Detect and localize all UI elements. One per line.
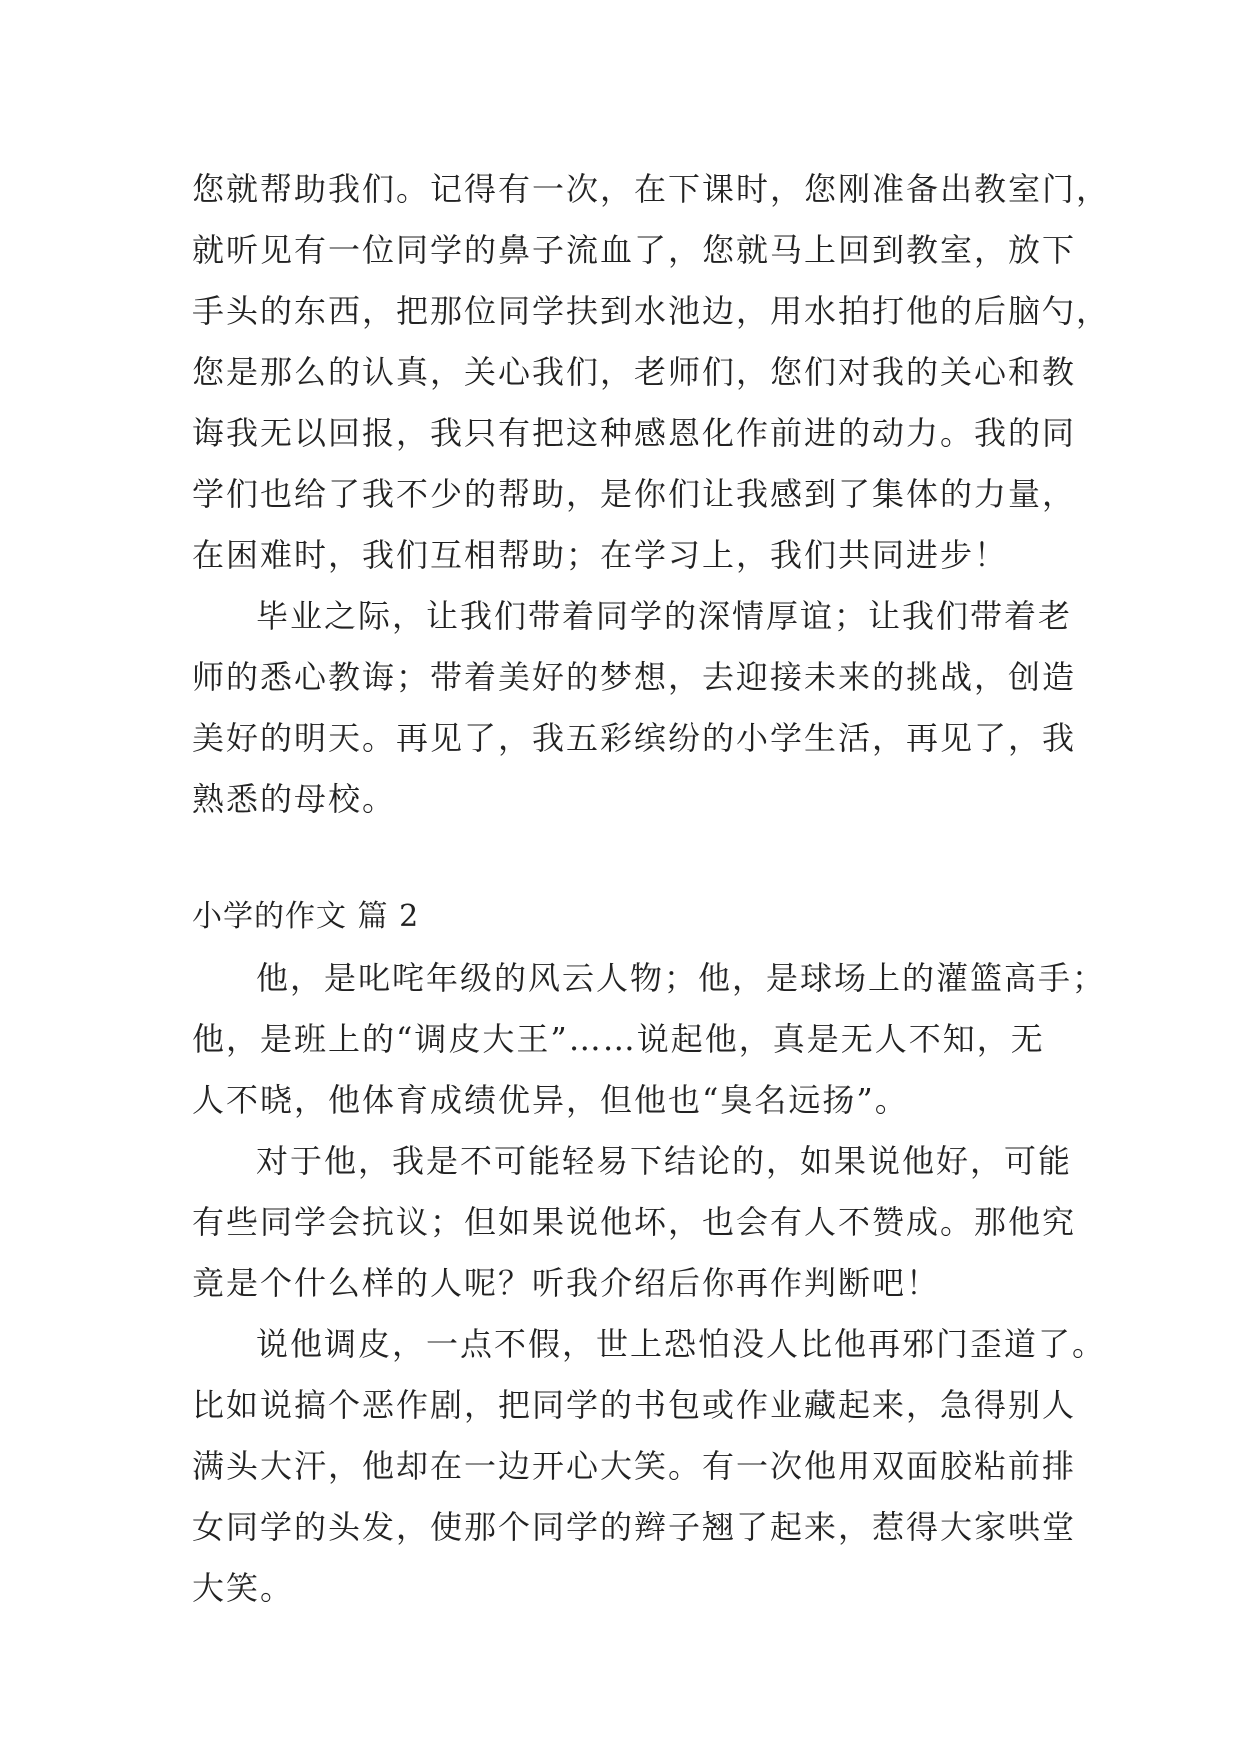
paragraph-line: 手头的东西，把那位同学扶到水池边，用水拍打他的后脑勺， xyxy=(192,292,1111,330)
paragraph-line: 大笑。 xyxy=(192,1569,295,1607)
paragraph-line: 师的悉心教诲；带着美好的梦想，去迎接未来的挑战，创造 xyxy=(192,658,1077,696)
paragraph-line: 他，是叱咤年级的风云人物；他，是球场上的灌篮高手； xyxy=(256,959,1107,997)
paragraph-line: 说他调皮，一点不假，世上恐怕没人比他再邪门歪道了。 xyxy=(256,1325,1107,1363)
paragraph-line: 您是那么的认真，关心我们，老师们，您们对我的关心和教 xyxy=(192,353,1077,391)
paragraph-line: 学们也给了我不少的帮助，是你们让我感到了集体的力量， xyxy=(192,475,1077,513)
paragraph-line: 满头大汗，他却在一边开心大笑。有一次他用双面胶粘前排 xyxy=(192,1447,1077,1485)
paragraph-line: 对于他，我是不可能轻易下结论的，如果说他好，可能 xyxy=(256,1142,1073,1180)
paragraph-line: 熟悉的母校。 xyxy=(192,780,397,818)
paragraph-line: 美好的明天。再见了，我五彩缤纷的小学生活，再见了，我 xyxy=(192,719,1077,757)
paragraph-line: 诲我无以回报，我只有把这种感恩化作前进的动力。我的同 xyxy=(192,414,1077,452)
paragraph-line: 您就帮助我们。记得有一次，在下课时，您刚准备出教室门， xyxy=(192,170,1111,208)
paragraph-line: 他，是班上的“调皮大王”……说起他，真是无人不知，无 xyxy=(192,1020,1045,1058)
section-title: 小学的作文 篇 2 xyxy=(192,899,420,934)
paragraph-line: 毕业之际，让我们带着同学的深情厚谊；让我们带着老 xyxy=(256,597,1073,635)
paragraph-line: 有些同学会抗议；但如果说他坏，也会有人不赞成。那他究 xyxy=(192,1203,1077,1241)
paragraph-line: 竟是个什么样的人呢？听我介绍后你再作判断吧！ xyxy=(192,1264,941,1302)
paragraph-line: 就听见有一位同学的鼻子流血了，您就马上回到教室，放下 xyxy=(192,231,1077,269)
paragraph-line: 人不晓，他体育成绩优异，但他也“臭名远扬”。 xyxy=(192,1081,909,1119)
paragraph-line: 女同学的头发，使那个同学的辫子翘了起来，惹得大家哄堂 xyxy=(192,1508,1077,1546)
paragraph-line: 比如说搞个恶作剧，把同学的书包或作业藏起来，急得别人 xyxy=(192,1386,1077,1424)
paragraph-line: 在困难时，我们互相帮助；在学习上，我们共同进步！ xyxy=(192,536,1009,574)
